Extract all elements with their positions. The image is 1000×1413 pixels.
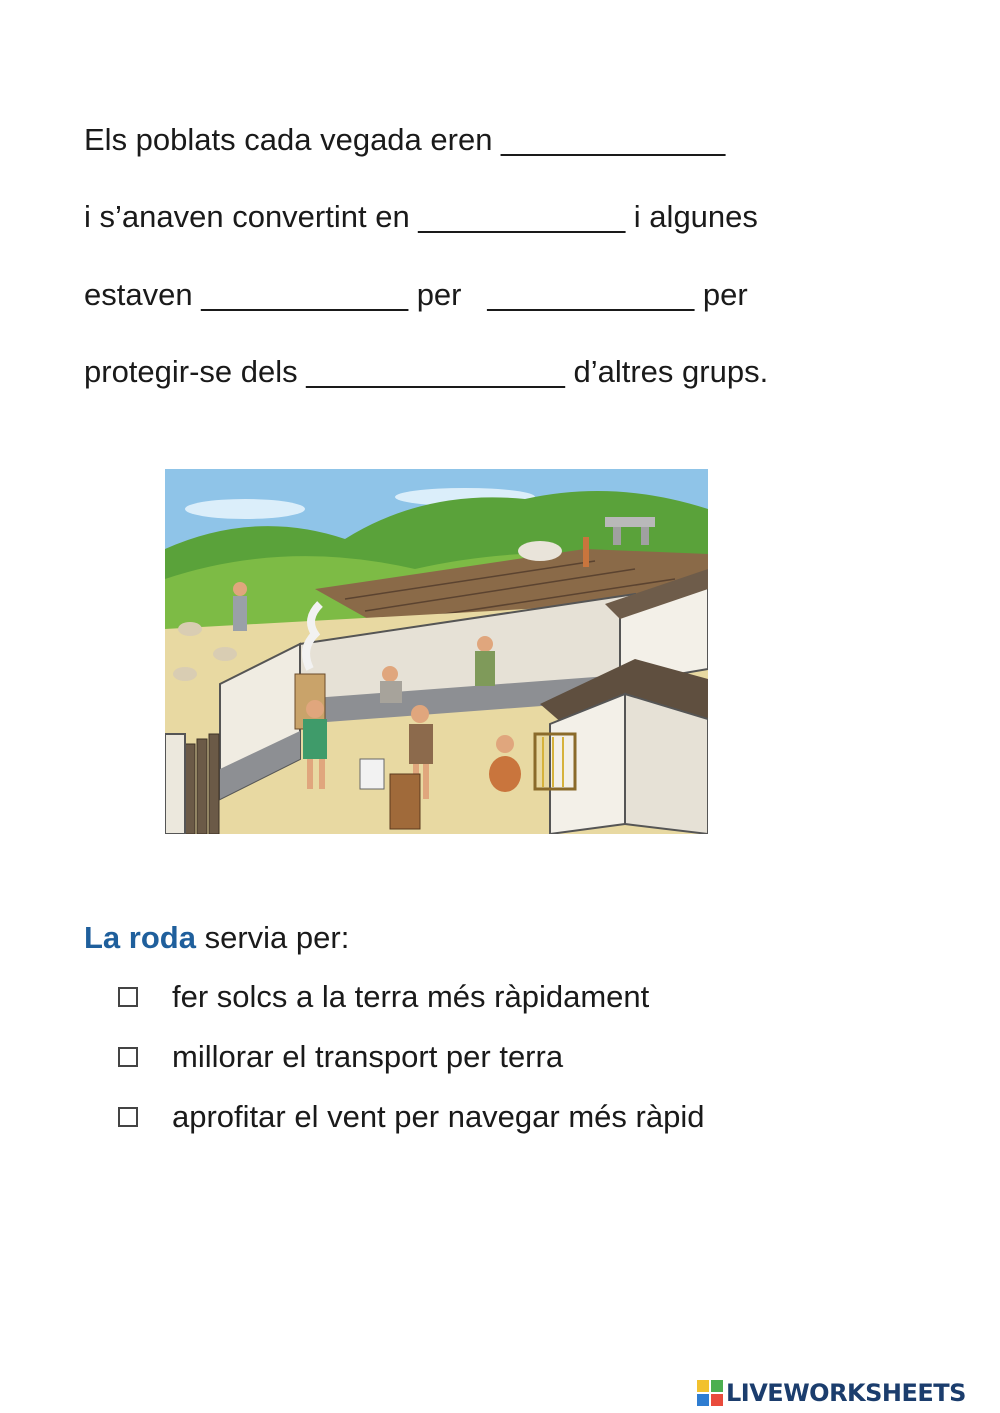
checkbox-2[interactable] xyxy=(118,1047,138,1067)
liveworksheets-logo-icon xyxy=(697,1380,723,1406)
paragraph-line-2: i s’anaven convertint en ____________ i algunes xyxy=(84,199,758,234)
checkbox-3[interactable] xyxy=(118,1107,138,1127)
checkbox-1[interactable] xyxy=(118,987,138,1007)
question-text: servia per: xyxy=(195,920,350,955)
option-label-3: aprofitar el vent per navegar més ràpid xyxy=(172,1099,705,1134)
paragraph-line-4: protegir-se dels _______________ d’altres grups. xyxy=(84,354,769,389)
option-3[interactable] xyxy=(118,1097,704,1137)
option-label-2: millorar el transport per terra xyxy=(172,1039,564,1074)
question-highlight: La roda xyxy=(84,920,196,955)
paragraph-line-3: estaven ____________ per ____________ per xyxy=(84,277,748,312)
footer-brand xyxy=(697,1379,966,1407)
option-2[interactable] xyxy=(118,1037,563,1077)
paragraph-line-1: Els poblats cada vegada eren _____________ xyxy=(84,122,726,157)
neolithic-village-illustration xyxy=(165,469,708,834)
option-label-1: fer solcs a la terra més ràpidament xyxy=(172,979,650,1014)
option-1[interactable] xyxy=(118,977,649,1017)
question-heading xyxy=(84,918,349,958)
brand-name: LIVEWORKSHEETS xyxy=(726,1379,966,1407)
